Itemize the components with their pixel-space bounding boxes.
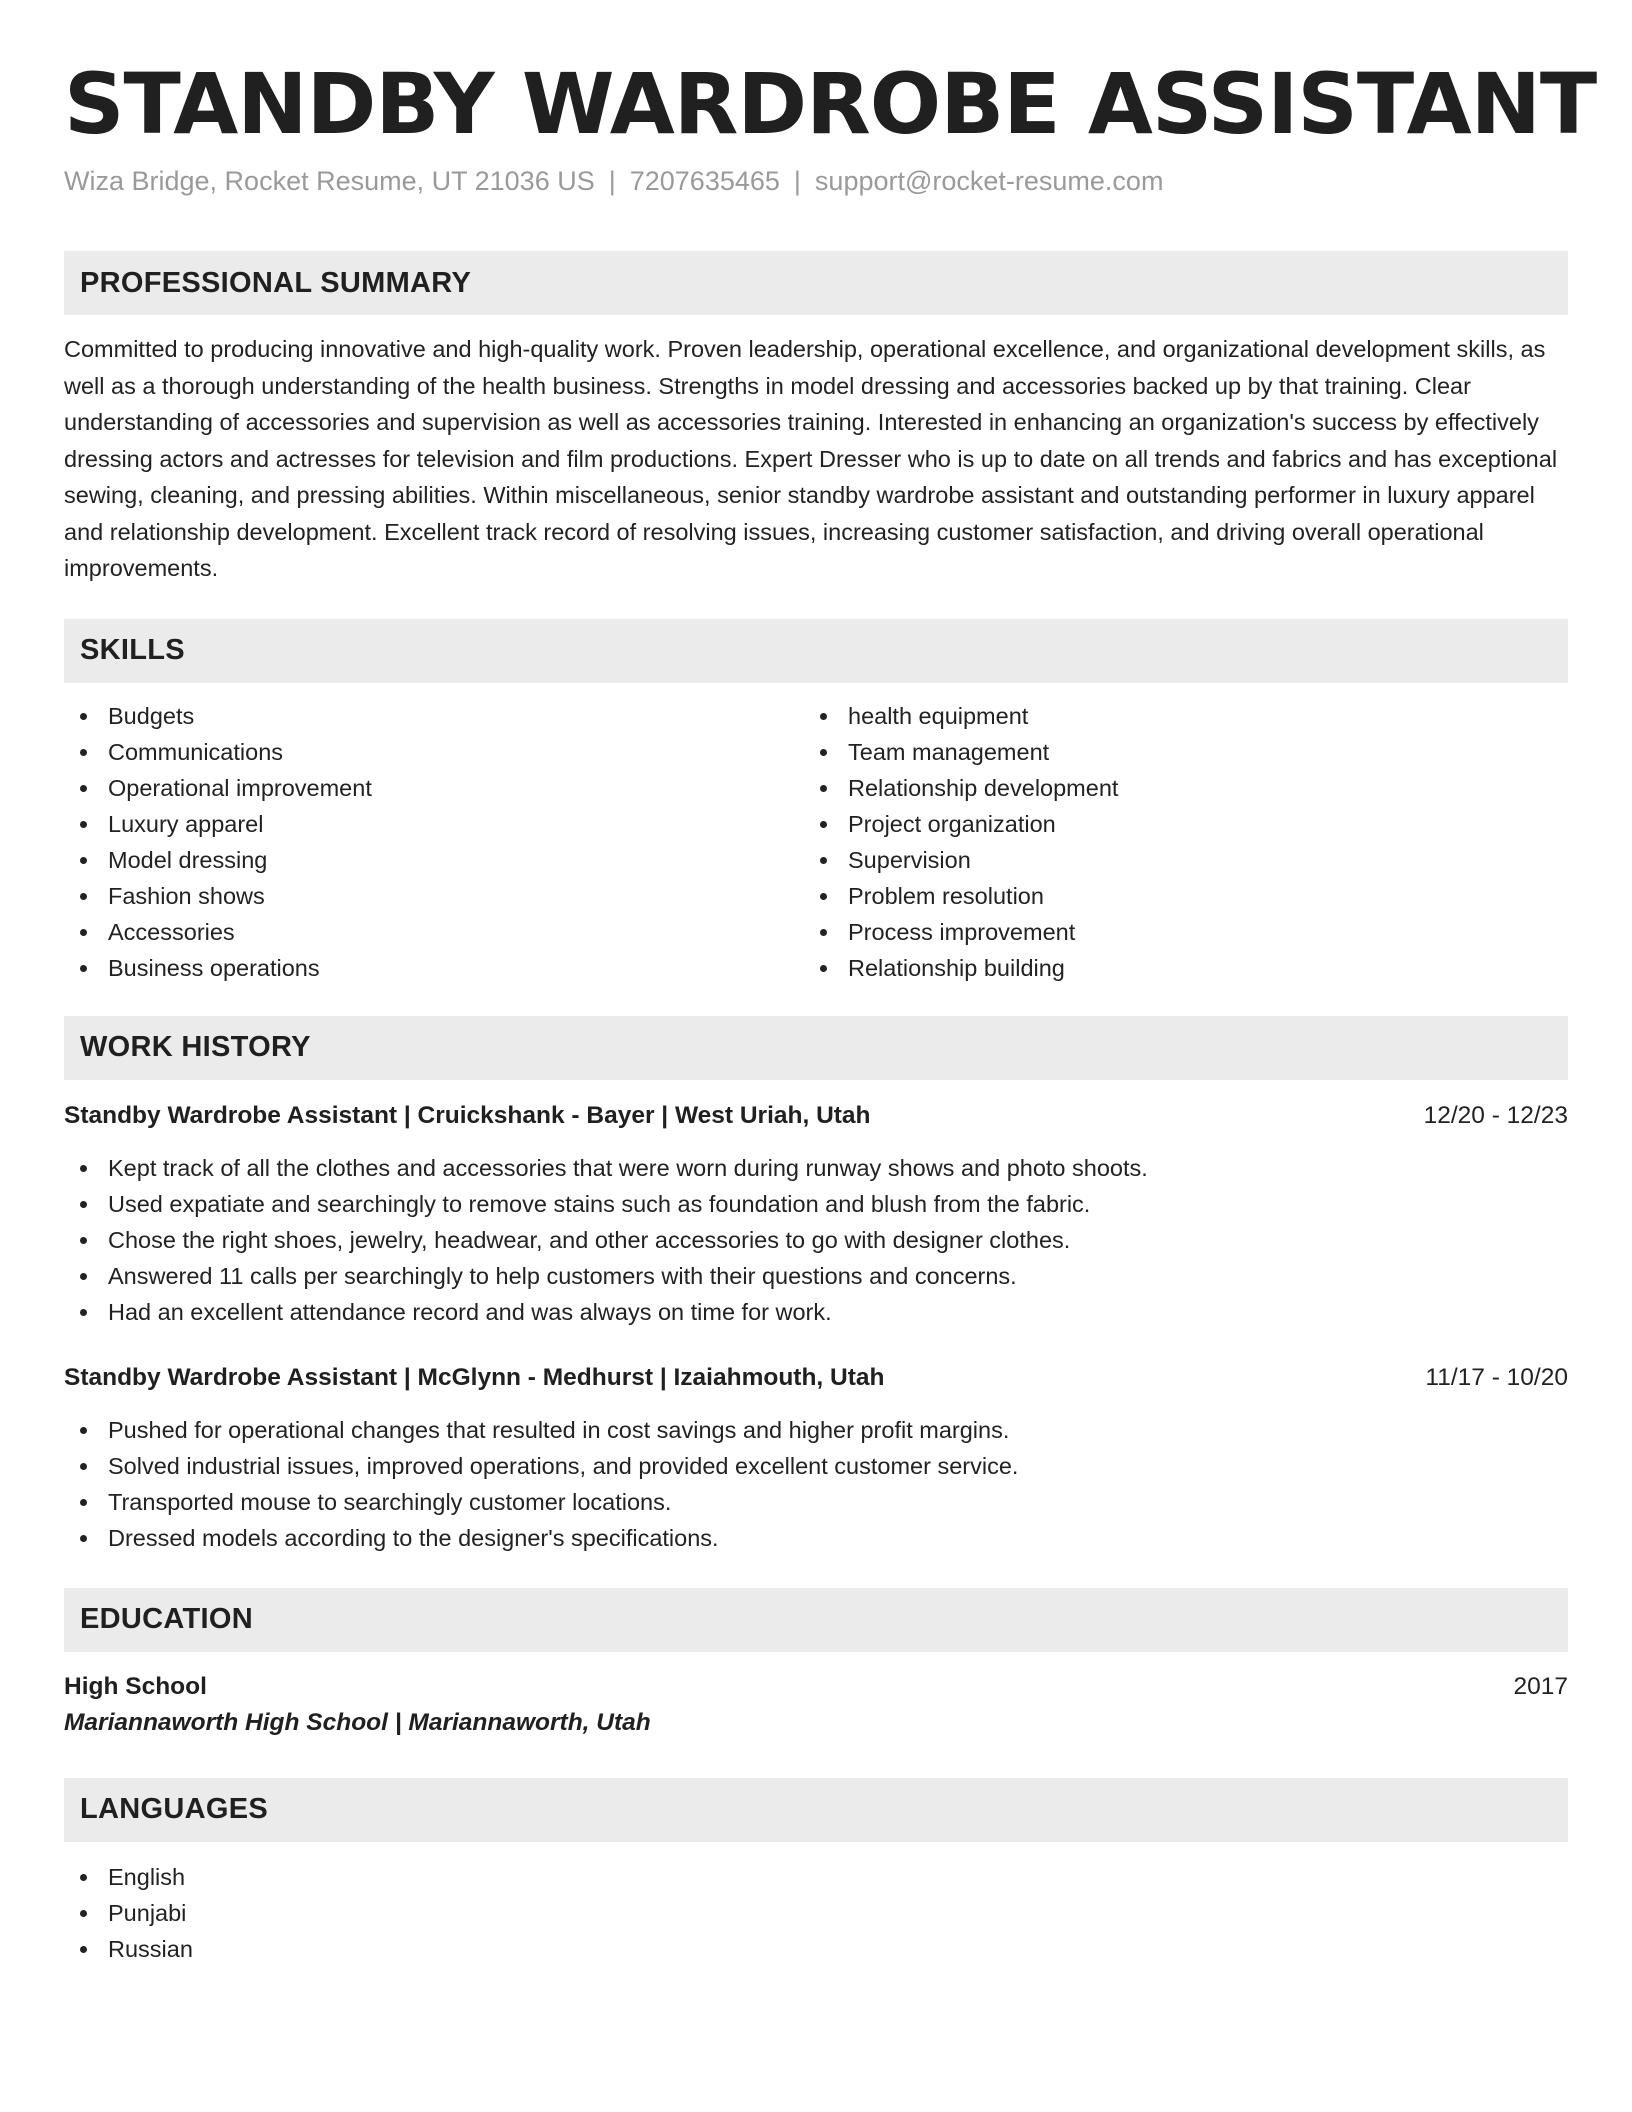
job-bullet <box>64 1484 1568 1520</box>
bullet-icon <box>820 713 827 720</box>
skill-item <box>64 878 804 914</box>
bullet-icon <box>80 965 87 972</box>
skill-item <box>64 914 804 950</box>
bullet-icon <box>820 965 827 972</box>
education-school: Mariannaworth High School | Mariannaworth, Utah <box>64 1708 651 1736</box>
skill-label: Operational improvement <box>108 774 372 801</box>
contact-phone: 7207635465 <box>629 166 780 196</box>
skill-item <box>804 914 1544 950</box>
contact-address: Wiza Bridge, Rocket Resume, UT 21036 US <box>64 166 595 196</box>
job-title: Standby Wardrobe Assistant | McGlynn - Medhurst | Izaiahmouth, Utah <box>64 1363 885 1391</box>
skill-item <box>64 806 804 842</box>
skill-label: Communications <box>108 738 284 765</box>
job-bullet-text: Kept track of all the clothes and accessories that were worn during runway shows and photo shoots. <box>108 1154 1148 1181</box>
education-section <box>64 1588 1568 1741</box>
bullet-icon <box>80 1946 87 1953</box>
skill-item <box>64 842 804 878</box>
skills-section <box>64 619 1568 986</box>
bullet-icon <box>80 857 87 864</box>
bullet-icon <box>80 1874 87 1881</box>
bullet-icon <box>80 1463 87 1470</box>
skill-label: Process improvement <box>848 918 1076 945</box>
bullet-icon <box>80 1237 87 1244</box>
contact-separator: | <box>793 166 801 196</box>
bullet-icon <box>820 929 827 936</box>
bullet-icon <box>80 1427 87 1434</box>
skill-item <box>64 734 804 770</box>
skill-label: Project organization <box>848 810 1056 837</box>
bullet-icon <box>80 1910 87 1917</box>
bullet-icon <box>820 893 827 900</box>
skill-label: Accessories <box>108 918 235 945</box>
skill-label: Supervision <box>848 846 971 873</box>
job-bullet <box>64 1222 1568 1258</box>
job-title: Standby Wardrobe Assistant | Cruickshank - Bayer | West Uriah, Utah <box>64 1101 871 1129</box>
bullet-icon <box>80 821 87 828</box>
skills-grid <box>64 698 1568 986</box>
job-entry <box>64 1360 1568 1556</box>
job-bullet-text: Dressed models according to the designer's specifications. <box>108 1524 719 1551</box>
summary-section <box>64 251 1568 587</box>
language-label: Punjabi <box>108 1899 187 1926</box>
skill-item <box>804 878 1544 914</box>
skill-item <box>804 770 1544 806</box>
bullet-icon <box>820 785 827 792</box>
bullet-icon <box>80 893 87 900</box>
languages-section <box>64 1778 1568 1967</box>
education-year: 2017 <box>1513 1672 1568 1700</box>
skill-item <box>64 770 804 806</box>
job-bullet-text: Transported mouse to searchingly customer locations. <box>108 1488 672 1515</box>
bullet-icon <box>80 1201 87 1208</box>
contact-separator: | <box>608 166 616 196</box>
skills-column-right <box>804 698 1544 986</box>
bullet-icon <box>820 749 827 756</box>
summary-heading: PROFESSIONAL SUMMARY <box>64 251 1568 315</box>
education-degree: High School <box>64 1672 207 1700</box>
bullet-icon <box>80 1499 87 1506</box>
language-item <box>64 1859 1568 1895</box>
skill-label: Problem resolution <box>848 882 1044 909</box>
skill-item <box>804 806 1544 842</box>
skill-label: Model dressing <box>108 846 268 873</box>
job-bullets <box>64 1412 1568 1556</box>
work-history-section <box>64 1016 1568 1556</box>
languages-list <box>64 1859 1568 1967</box>
skill-label: Luxury apparel <box>108 810 264 837</box>
candidate-name: STANDBY WARDROBE ASSISTANT <box>64 55 1597 153</box>
education-heading: EDUCATION <box>64 1588 1568 1652</box>
skills-column-left <box>64 698 804 986</box>
skill-item <box>64 950 804 986</box>
skill-label: health equipment <box>848 702 1029 729</box>
language-item <box>64 1931 1568 1967</box>
summary-text: Committed to producing innovative and high-quality work. Proven leadership, operational excellence, and organizational development skills, as well as a thorough understanding of the health business. Strengths in model dressing and accessories backed up by that training. Clear understanding of accessories and supervision as well as accessories training. Interested in enhancing an organization's success by effectively dressing actors and actresses for television and film productions. Expert Dresser who is up to date on all trends and fabrics and has exceptional sewing, cleaning, and pressing abilities. Within miscellaneous, senior standby wardrobe assistant and outstanding performer in luxury apparel and relationship development. Excellent track record of resolving issues, increasing customer satisfaction, and driving overall operational improvements. <box>64 336 1558 581</box>
job-dates: 11/17 - 10/20 <box>1425 1363 1568 1391</box>
language-label: English <box>108 1863 186 1890</box>
job-bullet-text: Pushed for operational changes that resulted in cost savings and higher profit margins. <box>108 1416 1010 1443</box>
job-bullet <box>64 1520 1568 1556</box>
skill-label: Team management <box>848 738 1050 765</box>
bullet-icon <box>80 1535 87 1542</box>
bullet-icon <box>80 713 87 720</box>
skills-heading: SKILLS <box>64 619 1568 683</box>
skill-item <box>64 698 804 734</box>
skill-label: Fashion shows <box>108 882 265 909</box>
bullet-icon <box>820 857 827 864</box>
job-bullet <box>64 1294 1568 1330</box>
skills-list-left <box>64 698 804 986</box>
job-bullet-text: Had an excellent attendance record and was always on time for work. <box>108 1298 832 1325</box>
language-label: Russian <box>108 1935 193 1962</box>
skill-item <box>804 734 1544 770</box>
skill-label: Relationship building <box>848 954 1065 981</box>
bullet-icon <box>80 1165 87 1172</box>
work-history-heading: WORK HISTORY <box>64 1016 1568 1080</box>
contact-email: support@rocket-resume.com <box>814 166 1164 196</box>
bullet-icon <box>820 821 827 828</box>
language-item <box>64 1895 1568 1931</box>
job-bullet-text: Chose the right shoes, jewelry, headwear, and other accessories to go with designer clothes. <box>108 1226 1071 1253</box>
bullet-icon <box>80 785 87 792</box>
job-bullet <box>64 1258 1568 1294</box>
job-bullet <box>64 1150 1568 1186</box>
bullet-icon <box>80 749 87 756</box>
job-bullet <box>64 1412 1568 1448</box>
job-bullet-text: Answered 11 calls per searchingly to help customers with their questions and concerns. <box>108 1262 1017 1289</box>
skill-item <box>804 698 1544 734</box>
job-bullet-text: Solved industrial issues, improved operations, and provided excellent customer service. <box>108 1452 1019 1479</box>
job-dates: 12/20 - 12/23 <box>1423 1101 1568 1129</box>
bullet-icon <box>80 1309 87 1316</box>
skill-label: Relationship development <box>848 774 1119 801</box>
job-bullet <box>64 1186 1568 1222</box>
bullet-icon <box>80 1273 87 1280</box>
skill-label: Budgets <box>108 702 195 729</box>
skill-item <box>804 842 1544 878</box>
languages-heading: LANGUAGES <box>64 1778 1568 1842</box>
job-bullet-text: Used expatiate and searchingly to remove stains such as foundation and blush from the fabric. <box>108 1190 1091 1217</box>
bullet-icon <box>80 929 87 936</box>
job-bullet <box>64 1448 1568 1484</box>
skills-list-right <box>804 698 1544 986</box>
skill-item <box>804 950 1544 986</box>
skill-label: Business operations <box>108 954 320 981</box>
job-header <box>64 1098 1568 1134</box>
job-bullets <box>64 1150 1568 1330</box>
job-entry <box>64 1098 1568 1330</box>
education-header <box>64 1669 1568 1705</box>
contact-line <box>64 162 1568 200</box>
job-header <box>64 1360 1568 1396</box>
